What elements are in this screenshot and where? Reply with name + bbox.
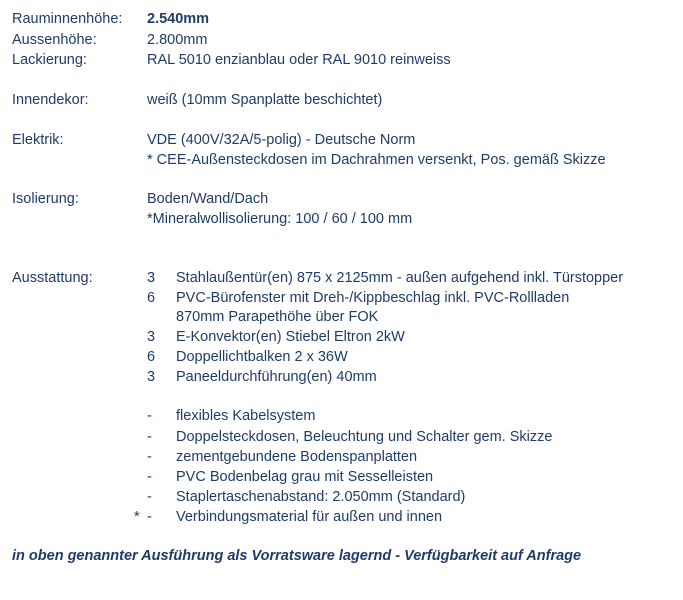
extra-text: Staplertaschenabstand: 2.050mm (Standard) — [176, 489, 466, 505]
item-text: E-Konvektor(en) Stiebel Eltron 2kW — [176, 329, 405, 345]
item-text-cont: 870mm Parapethöhe über FOK — [176, 309, 379, 325]
item-text: Doppellichtbalken 2 x 36W — [176, 349, 348, 365]
label-elektrik: Elektrik: — [12, 132, 64, 148]
value-aussenhoehe: 2.800mm — [147, 32, 208, 48]
label-aussenhoehe: Aussenhöhe: — [12, 32, 97, 48]
item-qty: 3 — [147, 329, 156, 345]
item-text: Stahlaußentür(en) 875 x 2125mm - außen aufgehend inkl. Türstopper — [176, 270, 624, 286]
item-text: PVC-Bürofenster mit Dreh-/Kippbeschlag inkl. PVC-Rollladen — [176, 290, 570, 306]
item-text: Paneeldurchführung(en) 40mm — [176, 369, 377, 385]
extra-text: flexibles Kabelsystem — [176, 408, 316, 424]
item-qty: 6 — [147, 290, 156, 306]
value-rauminnenhoehe: 2.540mm — [147, 11, 210, 27]
extra-marker: - — [147, 449, 152, 465]
value-isolierung: Boden/Wand/Dach — [147, 191, 269, 207]
value-elektrik-note: * CEE-Außensteckdosen im Dachrahmen versenkt, Pos. gemäß Skizze — [147, 152, 606, 168]
label-rauminnenhoehe: Rauminnenhöhe: — [12, 11, 123, 27]
extra-marker: - — [147, 429, 152, 445]
value-isolierung-note: *Mineralwollisolierung: 100 / 60 / 100 mm — [147, 211, 413, 227]
extra-marker: - — [147, 408, 152, 424]
extra-text: Doppelsteckdosen, Beleuchtung und Schalter gem. Skizze — [176, 429, 553, 445]
item-qty: 6 — [147, 349, 156, 365]
value-lackierung: RAL 5010 enzianblau oder RAL 9010 reinweiss — [147, 52, 451, 68]
extra-text: PVC Bodenbelag grau mit Sesselleisten — [176, 469, 434, 485]
value-innendekor: weiß (10mm Spanplatte beschichtet) — [147, 92, 383, 108]
extra-marker: - — [147, 469, 152, 485]
label-innendekor: Innendekor: — [12, 92, 89, 108]
extra-marker: - — [147, 509, 152, 525]
label-isolierung: Isolierung: — [12, 191, 79, 207]
extra-text: Verbindungsmaterial für außen und innen — [176, 509, 443, 525]
availability-note: in oben genannter Ausführung als Vorratsware lagernd - Verfügbarkeit auf Anfrage — [12, 548, 582, 564]
extra-star: * — [134, 509, 140, 525]
value-elektrik: VDE (400V/32A/5-polig) - Deutsche Norm — [147, 132, 416, 148]
item-qty: 3 — [147, 270, 156, 286]
item-qty: 3 — [147, 369, 156, 385]
extra-marker: - — [147, 489, 152, 505]
label-ausstattung: Ausstattung: — [12, 270, 93, 286]
extra-text: zementgebundene Bodenspanplatten — [176, 449, 418, 465]
label-lackierung: Lackierung: — [12, 52, 87, 68]
